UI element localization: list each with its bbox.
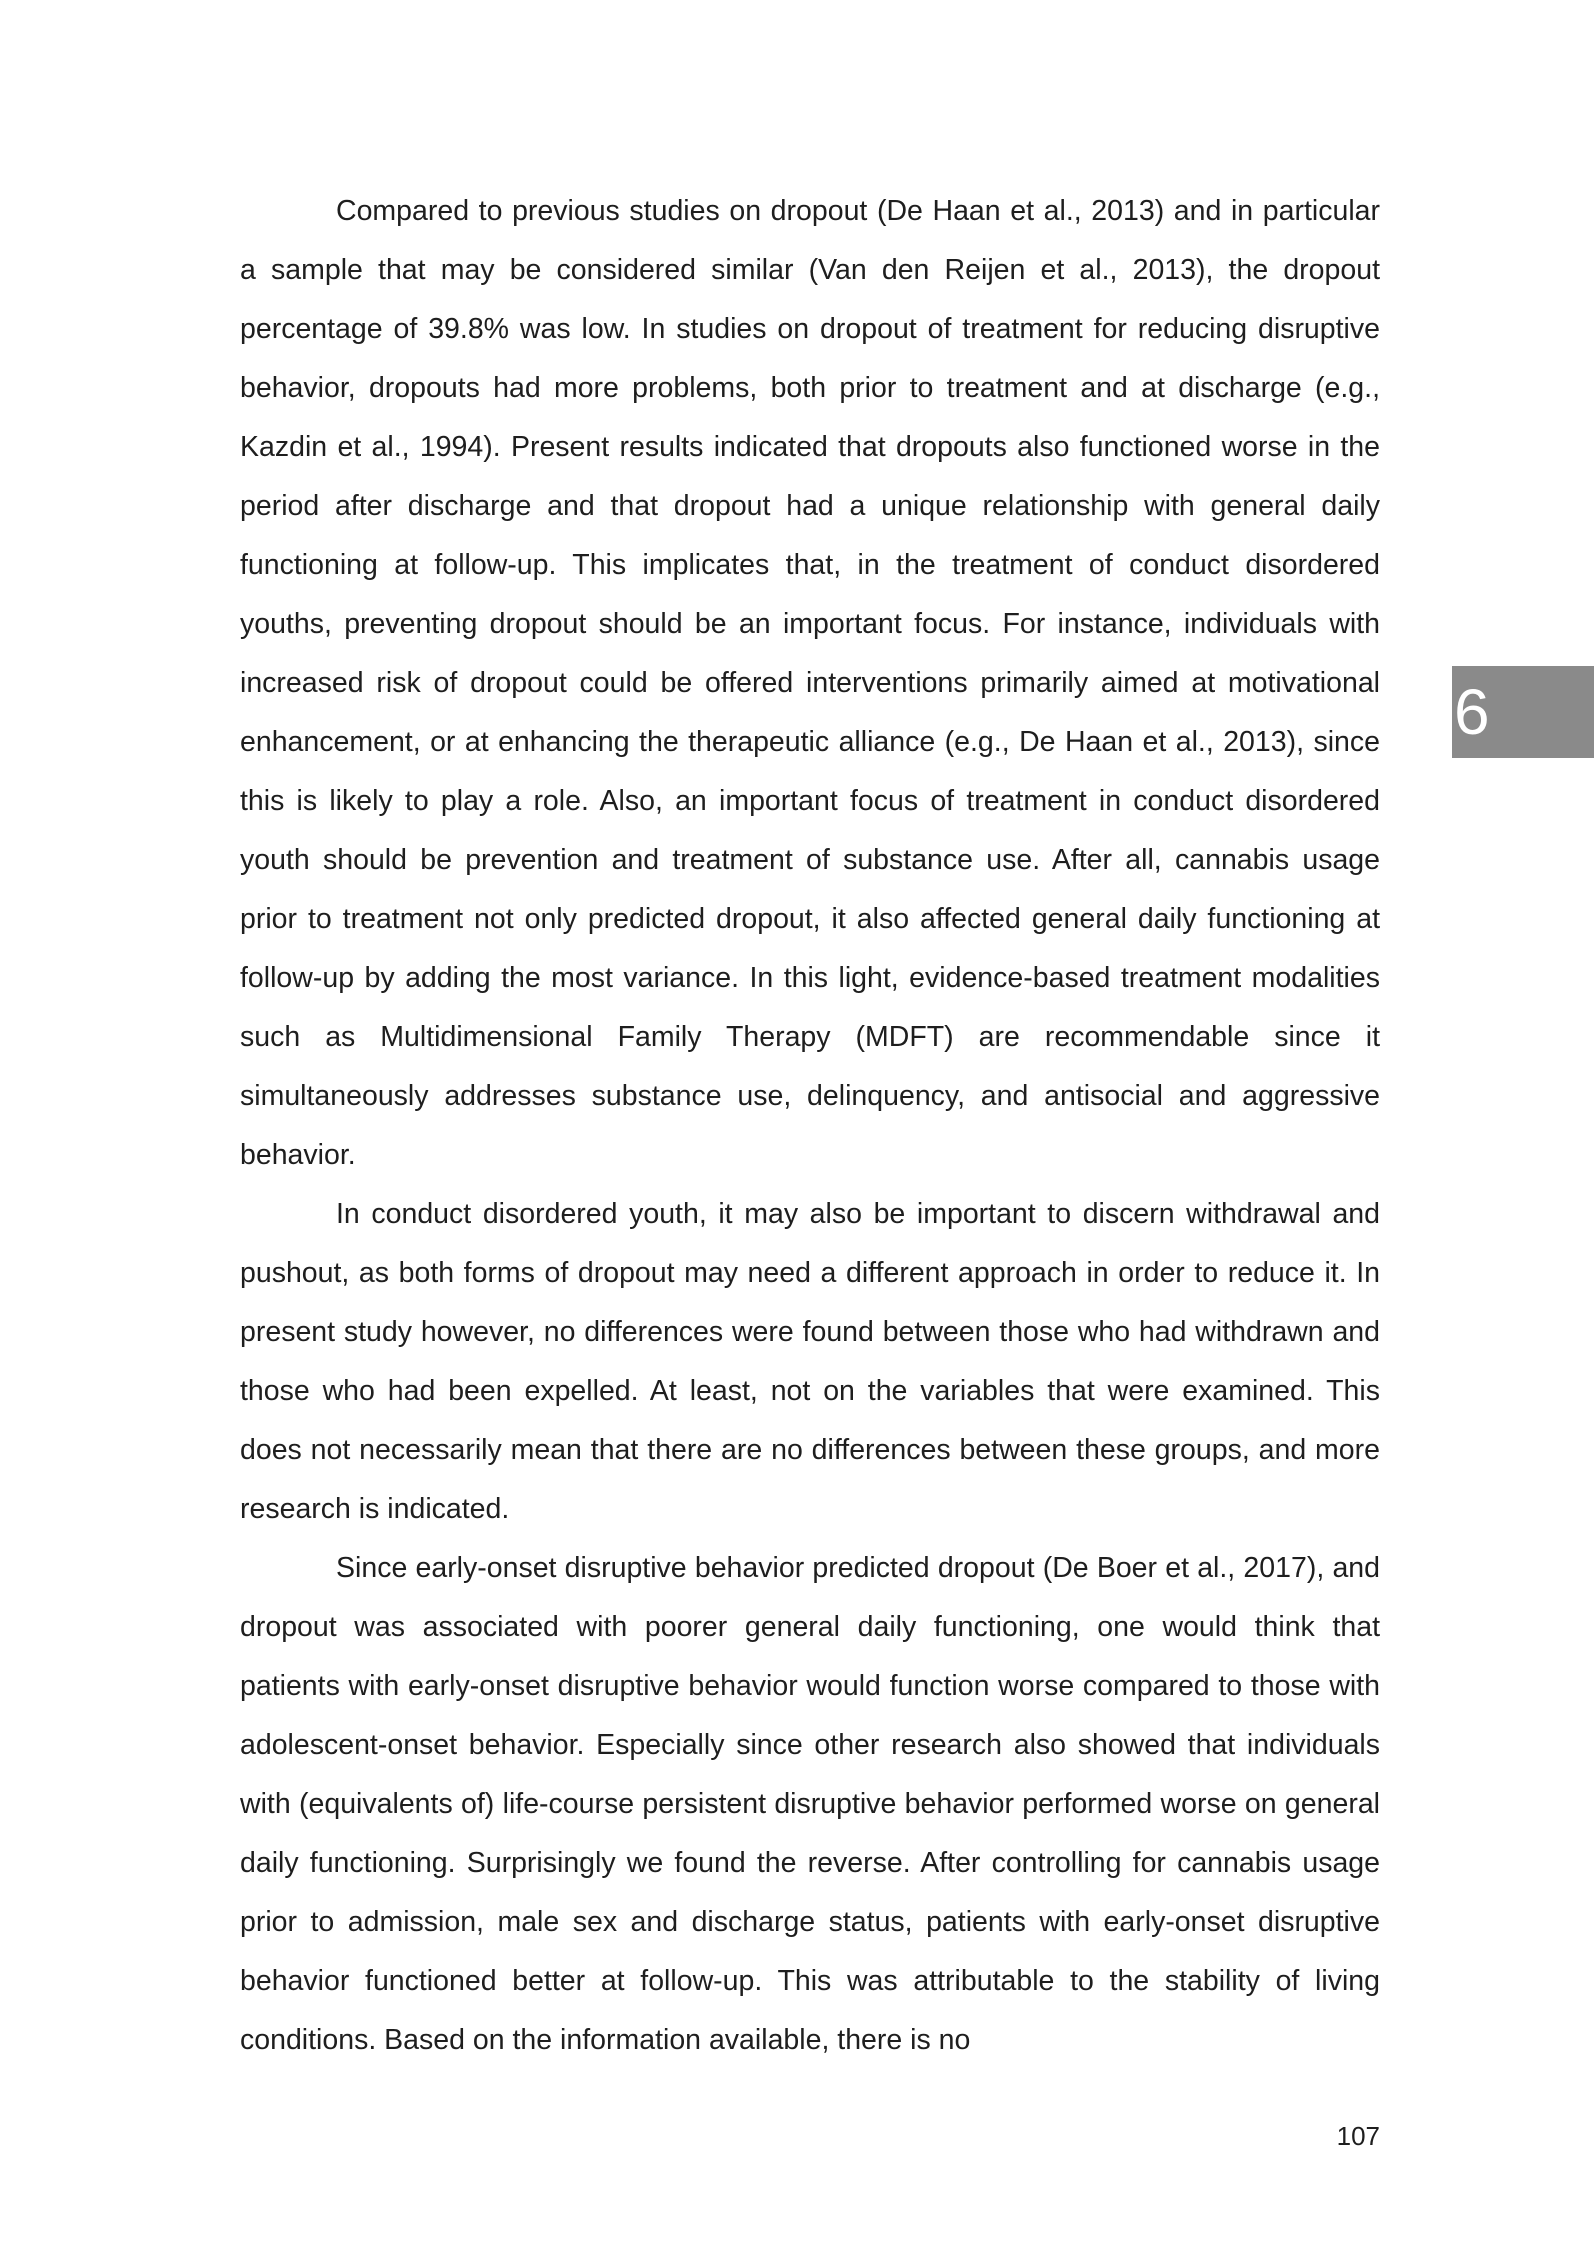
paragraph-early-onset: Since early-onset disruptive behavior predicted dropout (De Boer et al., 2017), and dropout was associated with poorer general daily functioning, one would think that patients with early-onset disruptive behavior would function worse compared to those with adolescent-onset behavior. Especially since other research also showed that individuals with (equivalents of) life-course persistent disruptive behavior performed worse on general daily functioning. Surprisingly we found the reverse. After controlling for cannabis usage prior to admission, male sex and discharge status, patients with early-onset disruptive behavior functioned better at follow-up. This was attributable to the stability of living conditions. Based on the information available, there is no xyxy=(240,1552,1380,2056)
paragraph-dropout-comparison: Compared to previous studies on dropout (De Haan et al., 2013) and in particular a sample that may be considered similar (Van den Reijen et al., 2013), the dropout percentage of 39.8% was low. In studies on dropout of treatment for reducing disruptive behavior, dropouts had more problems, both prior to treatment and at discharge (e.g., Kazdin et al., 1994). Present results indicated that dropouts also functioned worse in the period after discharge and that dropout had a unique relationship with general daily functioning at follow-up. This implicates that, in the treatment of conduct disordered youths, preventing dropout should be an important focus. For instance, individuals with increased risk of dropout could be offered interventions primarily aimed at motivational enhancement, or at enhancing the therapeutic alliance (e.g., De Haan et al., 2013), since this is likely to play a role. Also, an important focus of treatment in conduct disordered youth should be prevention and treatment of substance use. After all, cannabis usage prior to treatment not only predicted dropout, it also affected general daily functioning at follow-up by adding the most variance. In this light, evidence-based treatment modalities such as Multidimensional Family Therapy (MDFT) are recommendable since it simultaneously addresses substance use, delinquency, and antisocial and aggressive behavior. xyxy=(240,195,1380,1171)
paragraph-withdrawal-pushout: In conduct disordered youth, it may also be important to discern withdrawal and pushout, as both forms of dropout may need a different approach in order to reduce it. In present study however, no differences were found between those who had withdrawn and those who had been expelled. At least, not on the variables that were examined. This does not necessarily mean that there are no differences between these groups, and more research is indicated. xyxy=(240,1198,1380,1525)
chapter-tab xyxy=(1452,666,1594,758)
page-body xyxy=(240,182,1380,2070)
page-number: 107 xyxy=(1336,2121,1380,2151)
chapter-number: 6 xyxy=(1454,676,1490,748)
